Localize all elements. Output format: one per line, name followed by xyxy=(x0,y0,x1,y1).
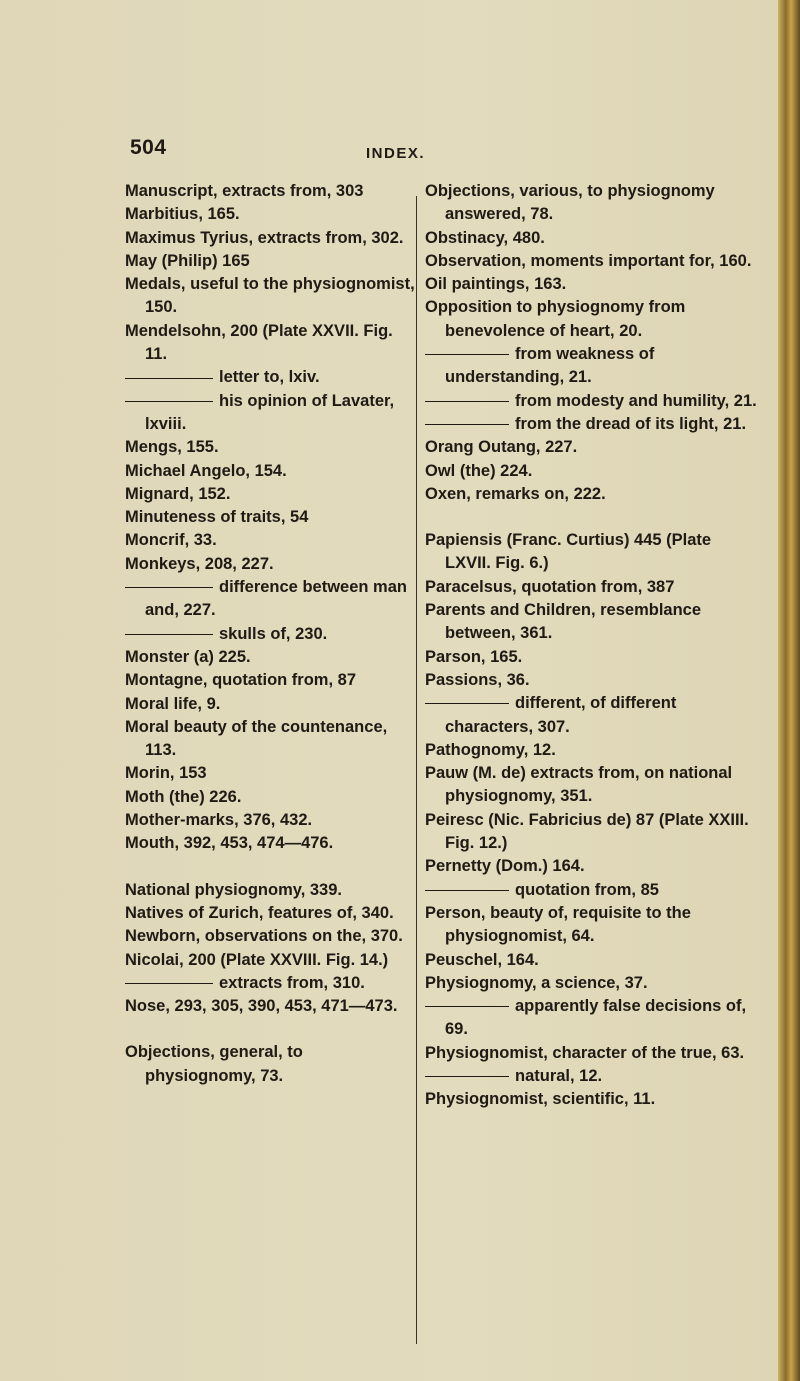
index-entry xyxy=(125,1041,417,1088)
entry-text: Physiognomy, a science, 37. xyxy=(425,973,648,992)
entry-text: from the dread of its light, 21. xyxy=(515,414,747,433)
entry-text: skulls of, 230. xyxy=(219,624,328,643)
entry-text: Pernetty (Dom.) 164. xyxy=(425,857,585,876)
section-gap xyxy=(425,506,760,529)
index-subentry xyxy=(125,972,417,995)
entry-text: extracts from, 310. xyxy=(219,973,365,992)
index-entry xyxy=(125,180,417,203)
entry-text: Morin, 153 xyxy=(125,764,207,783)
index-entry xyxy=(125,483,417,506)
index-entry xyxy=(425,855,760,878)
index-entry xyxy=(425,460,760,483)
index-subentry xyxy=(425,343,760,390)
page-number: 504 xyxy=(130,136,167,159)
index-entry xyxy=(125,925,417,948)
index-entry xyxy=(425,180,760,227)
index-entry xyxy=(425,1042,760,1065)
ditto-dash xyxy=(425,401,509,402)
entry-text: Physiognomist, scientific, 11. xyxy=(425,1090,656,1109)
ditto-dash xyxy=(125,587,213,588)
index-entry xyxy=(125,436,417,459)
entry-text: Moncrif, 33. xyxy=(125,531,217,550)
entry-text: Oil paintings, 163. xyxy=(425,275,567,294)
entry-text: May (Philip) 165 xyxy=(125,251,250,270)
ditto-dash xyxy=(425,354,509,355)
entry-text: Pathognomy, 12. xyxy=(425,740,556,759)
entry-text: Moral life, 9. xyxy=(125,694,221,713)
index-entry xyxy=(425,902,760,949)
index-subentry xyxy=(425,413,760,436)
entry-text: his opinion of Lavater, lxviii. xyxy=(145,391,395,433)
entry-text: Moral beauty of the countenance, 113. xyxy=(125,717,388,760)
index-entry xyxy=(425,762,760,809)
index-entry xyxy=(425,739,760,762)
ditto-dash xyxy=(425,424,509,425)
index-subentry xyxy=(125,366,417,389)
entry-text: Moth (the) 226. xyxy=(125,787,242,806)
entry-text: letter to, lxiv. xyxy=(219,368,320,387)
index-entry xyxy=(125,203,417,226)
index-entry xyxy=(425,436,760,459)
index-entry xyxy=(125,227,417,250)
column-divider xyxy=(416,196,417,1344)
entry-text: Michael Angelo, 154. xyxy=(125,461,287,480)
index-entry xyxy=(125,949,417,972)
entry-text: Mendelsohn, 200 (Plate XXVII. Fig. 11. xyxy=(125,321,393,364)
index-entry xyxy=(425,529,760,576)
entry-text: Nose, 293, 305, 390, 453, 471—473. xyxy=(125,997,398,1016)
index-subentry xyxy=(425,995,760,1042)
ditto-dash xyxy=(125,634,213,635)
section-gap xyxy=(125,856,417,879)
index-entry xyxy=(425,669,760,692)
entry-text: Mignard, 152. xyxy=(125,484,231,503)
entry-text: Person, beauty of, requisite to the physiognomist, 64. xyxy=(425,903,691,946)
entry-text: Maximus Tyrius, extracts from, 302. xyxy=(125,228,404,247)
index-entry xyxy=(125,995,417,1018)
book-edge xyxy=(778,0,800,1381)
index-entry xyxy=(425,599,760,646)
ditto-dash xyxy=(425,1076,509,1077)
entry-text: Passions, 36. xyxy=(425,670,530,689)
index-entry xyxy=(125,669,417,692)
ditto-dash xyxy=(425,890,509,891)
entry-text: Opposition to physiognomy from benevolence of heart, 20. xyxy=(425,298,686,340)
index-subentry xyxy=(425,390,760,413)
entry-text: Parson, 165. xyxy=(425,647,523,666)
entry-text: Obstinacy, 480. xyxy=(425,228,545,247)
index-entry xyxy=(425,646,760,669)
index-entry xyxy=(125,786,417,809)
entry-text: apparently false decisions of, 69. xyxy=(445,997,747,1039)
index-entry xyxy=(125,320,417,367)
entry-text: Mouth, 392, 453, 474—476. xyxy=(125,834,334,853)
entry-text: quotation from, 85 xyxy=(515,880,659,899)
ditto-dash xyxy=(125,378,213,379)
index-entry xyxy=(425,1088,760,1111)
entry-text: Objections, general, to physiognomy, 73. xyxy=(125,1043,303,1085)
running-head: INDEX. xyxy=(366,145,426,162)
index-entry xyxy=(425,576,760,599)
index-entry xyxy=(125,250,417,273)
entry-text: Papiensis (Franc. Curtius) 445 (Plate LXVII. Fig. 6.) xyxy=(425,531,712,573)
index-subentry xyxy=(425,692,760,739)
index-entry xyxy=(125,693,417,716)
index-subentry xyxy=(125,390,417,437)
index-subentry xyxy=(125,623,417,646)
index-subentry xyxy=(125,576,417,623)
entry-text: Marbitius, 165. xyxy=(125,205,240,224)
index-entry xyxy=(425,227,760,250)
entry-text: Orang Outang, 227. xyxy=(425,438,578,457)
entry-text: National physiognomy, 339. xyxy=(125,880,342,899)
entry-text: Mother-marks, 376, 432. xyxy=(125,811,313,830)
index-entry xyxy=(125,460,417,483)
index-entry xyxy=(125,529,417,552)
entry-text: difference between man and, 227. xyxy=(145,578,407,620)
index-entry xyxy=(125,646,417,669)
index-entry xyxy=(425,972,760,995)
entry-text: Minuteness of traits, 54 xyxy=(125,508,309,527)
index-column-right xyxy=(425,180,760,1112)
index-entry xyxy=(425,296,760,343)
entry-text: Manuscript, extracts from, 303 xyxy=(125,182,364,200)
index-entry xyxy=(125,902,417,925)
ditto-dash xyxy=(425,1006,509,1007)
index-entry xyxy=(425,483,760,506)
entry-text: Monster (a) 225. xyxy=(125,647,251,666)
entry-text: Newborn, observations on the, 370. xyxy=(125,927,403,946)
entry-text: Natives of Zurich, features of, 340. xyxy=(125,903,394,922)
index-entry xyxy=(425,809,760,856)
index-entry xyxy=(125,832,417,855)
entry-text: Mengs, 155. xyxy=(125,438,219,457)
index-entry xyxy=(425,949,760,972)
entry-text: Peiresc (Nic. Fabricius de) 87 (Plate XXIII. Fig. 12.) xyxy=(425,810,749,853)
index-entry xyxy=(125,716,417,763)
entry-text: natural, 12. xyxy=(515,1066,603,1085)
entry-text: Pauw (M. de) extracts from, on national physiognomy, 351. xyxy=(425,764,733,806)
ditto-dash xyxy=(125,983,213,984)
entry-text: Nicolai, 200 (Plate XXVIII. Fig. 14.) xyxy=(125,950,389,969)
ditto-dash xyxy=(425,703,509,704)
entry-text: Observation, moments important for, 160. xyxy=(425,251,752,270)
entry-text: Physiognomist, character of the true, 63. xyxy=(425,1043,745,1062)
entry-text: Paracelsus, quotation from, 387 xyxy=(425,577,675,596)
entry-text: Peuschel, 164. xyxy=(425,950,539,969)
index-entry xyxy=(125,273,417,320)
entry-text: from modesty and humility, 21. xyxy=(515,391,757,410)
entry-text: Objections, various, to physiognomy answered, 78. xyxy=(425,182,715,224)
entry-text: Monkeys, 208, 227. xyxy=(125,554,274,573)
index-subentry xyxy=(425,879,760,902)
entry-text: Owl (the) 224. xyxy=(425,461,533,480)
entry-text: from weakness of understanding, 21. xyxy=(445,345,655,387)
entry-text: Parents and Children, resemblance between, 361. xyxy=(425,601,702,643)
index-entry xyxy=(125,809,417,832)
index-entry xyxy=(125,879,417,902)
index-column-left xyxy=(125,180,417,1088)
index-entry xyxy=(125,762,417,785)
entry-text: Montagne, quotation from, 87 xyxy=(125,671,356,690)
entry-text: Oxen, remarks on, 222. xyxy=(425,484,606,503)
index-subentry xyxy=(425,1065,760,1088)
index-entry xyxy=(125,553,417,576)
index-entry xyxy=(425,250,760,273)
section-gap xyxy=(125,1018,417,1041)
entry-text: different, of different characters, 307. xyxy=(445,694,677,736)
index-entry xyxy=(425,273,760,296)
entry-text: Medals, useful to the physiognomist, 150. xyxy=(125,275,415,317)
ditto-dash xyxy=(125,401,213,402)
index-entry xyxy=(125,506,417,529)
